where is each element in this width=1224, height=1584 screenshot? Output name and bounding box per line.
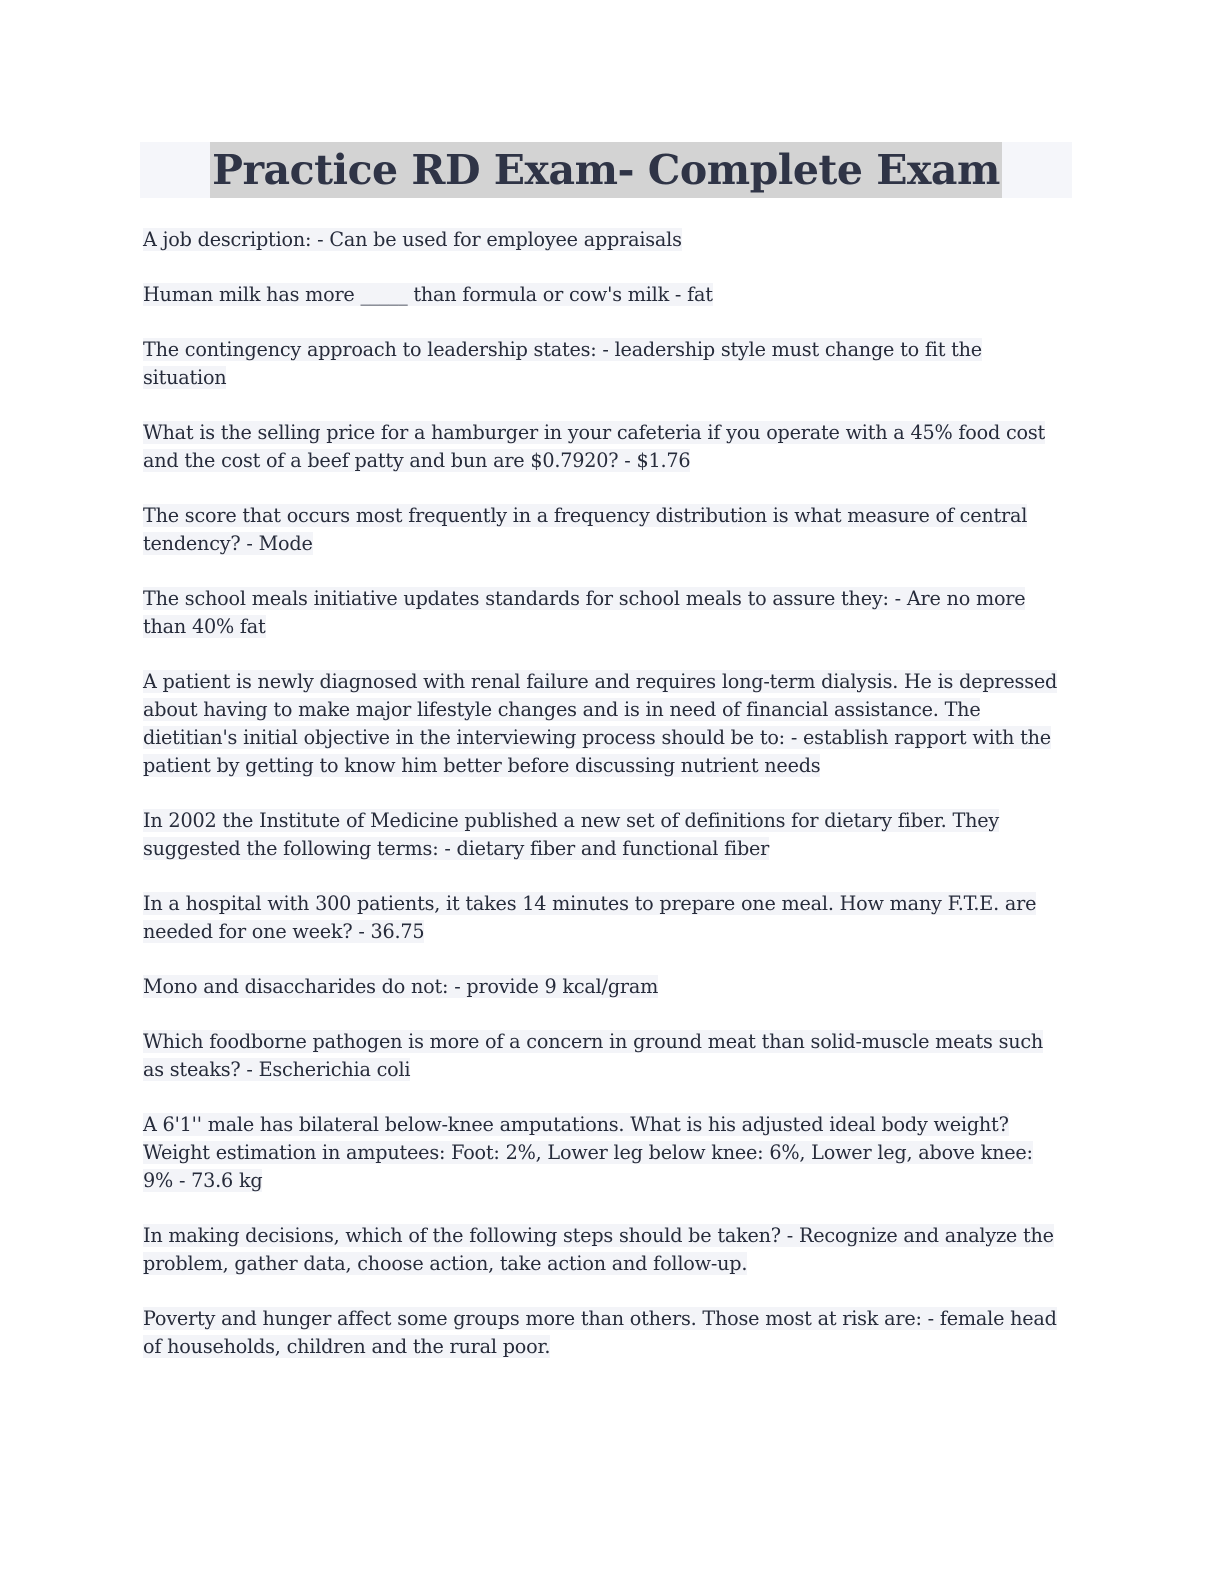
qa-text: What is the selling price for a hamburger in your cafeteria if you operate with a 45% food cost and the cost of a beef patty and bun are $0.7920? - $1.76 bbox=[143, 421, 1046, 472]
qa-text: A 6'1'' male has bilateral below-knee amputations. What is his adjusted ideal body weight? Weight estimation in amputees: Foot: 2%, Lower leg below knee: 6%, Lower leg, above knee: 9% - 73.6 kg bbox=[143, 1113, 1033, 1192]
qa-text: Which foodborne pathogen is more of a concern in ground meat than solid-muscle meats such as steaks? - Escherichia coli bbox=[143, 1030, 1044, 1081]
document-title: Practice RD Exam- Complete Exam bbox=[210, 142, 1002, 198]
qa-item bbox=[143, 281, 1068, 309]
qa-item bbox=[143, 668, 1068, 780]
title-bar bbox=[140, 142, 1072, 198]
qa-text: Mono and disaccharides do not: - provide 9 kcal/gram bbox=[143, 975, 659, 998]
qa-item bbox=[143, 336, 1068, 392]
qa-item bbox=[143, 1111, 1068, 1195]
qa-item bbox=[143, 890, 1068, 946]
qa-text: A job description: - Can be used for employee appraisals bbox=[143, 228, 682, 251]
qa-item bbox=[143, 1028, 1068, 1084]
question-answer-list bbox=[140, 226, 1072, 1361]
qa-text: The score that occurs most frequently in a frequency distribution is what measure of central tendency? - Mode bbox=[143, 504, 1028, 555]
qa-item bbox=[143, 807, 1068, 863]
qa-text: In making decisions, which of the following steps should be taken? - Recognize and analyze the problem, gather data, choose action, take action and follow-up. bbox=[143, 1224, 1054, 1275]
qa-text: A patient is newly diagnosed with renal failure and requires long-term dialysis. He is depressed about having to make major lifestyle changes and is in need of financial assistance. The dietitian's initial objective in the interviewing process should be to: - establish rapport with the patient by getting to know him better before discussing nutrient needs bbox=[143, 670, 1058, 777]
qa-item bbox=[143, 1305, 1068, 1361]
qa-item bbox=[143, 502, 1068, 558]
qa-text: In a hospital with 300 patients, it takes 14 minutes to prepare one meal. How many F.T.E. are needed for one week? - 36.75 bbox=[143, 892, 1037, 943]
qa-item bbox=[143, 973, 1068, 1001]
qa-text: Human milk has more _____ than formula or cow's milk - fat bbox=[143, 283, 713, 306]
qa-text: In 2002 the Institute of Medicine published a new set of definitions for dietary fiber. They suggested the following terms: - dietary fiber and functional fiber bbox=[143, 809, 1000, 860]
qa-item bbox=[143, 1222, 1068, 1278]
document-page bbox=[140, 142, 1072, 1388]
qa-item bbox=[143, 419, 1068, 475]
qa-item bbox=[143, 585, 1068, 641]
qa-item bbox=[143, 226, 1068, 254]
qa-text: Poverty and hunger affect some groups more than others. Those most at risk are: - female head of households, children and the rural poor. bbox=[143, 1307, 1057, 1358]
qa-text: The school meals initiative updates standards for school meals to assure they: - Are no more than 40% fat bbox=[143, 587, 1026, 638]
qa-text: The contingency approach to leadership states: - leadership style must change to fit the situation bbox=[143, 338, 982, 389]
